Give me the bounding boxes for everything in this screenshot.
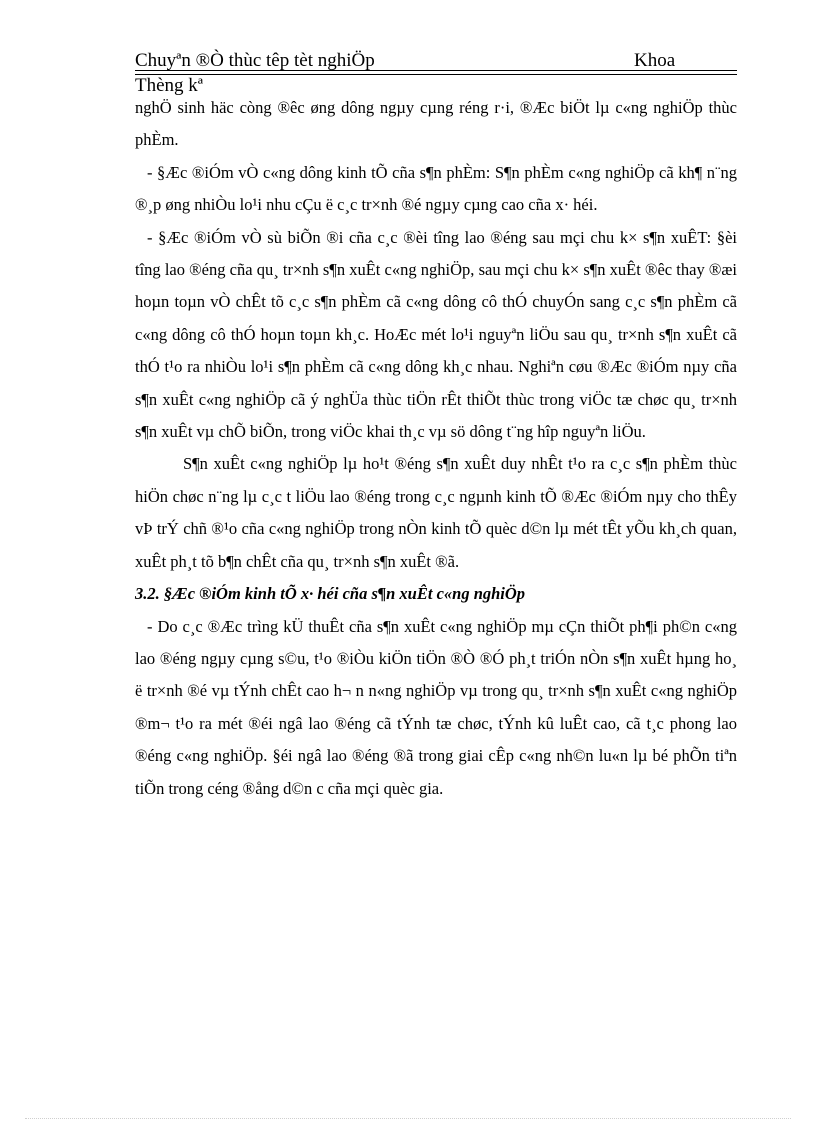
section-heading: 3.2. §Æc ®iÓm kinh tÕ x· héi cña s¶n xuÊt c«ng nghiÖp: [135, 584, 526, 604]
paragraph: - §Æc ®iÓm vÒ sù biÕn ®i cña c¸c ®èi tîng lao ®éng sau mçi chu k× s¶n xuÊT: §èi tîng lao ®éng cña qu¸ tr×nh s¶n xuÊt c«ng nghiÖp, sau mçi chu k× s¶n xuÊt ®êc thay ®æi hoµn toµn vÒ chÊt tõ c¸c s¶n phÈm cã c«ng dông cô thÓ chuyÓn sang c¸c s¶n phÈm cã c«ng dông cô thÓ hoµn toµn kh¸c. HoÆc mét lo¹i nguyªn liÖu sau qu¸ tr×nh s¶n xuÊt cã thÓ t¹o ra nhiÒu lo¹i s¶n phÈm cã c«ng dông kh¸c nhau. Nghiªn cøu ®Æc ®iÓm nµy cña s¶n xuÊt c«ng nghiÖp cã ý nghÜa thùc tiÖn rÊt thiÕt thùc trong viÖc tæ chøc qu¸ tr×nh s¶n xuÊt vµ chÕ biÕn, trong viÖc khai th¸c vµ sö dông t¨ng hîp nguyªn liÖu.: [135, 227, 737, 442]
header-department-continued: Thèng kª: [135, 75, 204, 96]
page-header: [135, 50, 737, 72]
paragraph: nghÖ sinh häc còng ®êc øng dông ngµy cµng réng r·i, ®Æc biÖt lµ c«ng nghiÖp thùc phÈm.: [135, 98, 737, 150]
paragraph: - §Æc ®iÓm vÒ c«ng dông kinh tÕ cña s¶n phÈm: S¶n phÈm c«ng nghiÖp cã kh¶ n¨ng ®¸p øng nhiÒu lo¹i nhu cÇu ë c¸c tr×nh ®é ngµy cµng cao cña x· héi.: [135, 162, 737, 215]
page-bottom-border: [25, 1118, 791, 1119]
body-text: [135, 92, 737, 805]
paragraph: - Do c¸c ®Æc trìng kÜ thuÊt cña s¶n xuÊt c«ng nghiÖp mµ cÇn thiÕt ph¶i ph©n c«ng lao ®éng ngµy cµng s©u, t¹o ®iÒu kiÖn tiÖn ®Ò ®Ó ph¸t triÓn nÒn s¶n xuÊt hµng ho¸ ë tr×nh ®é vµ tÝnh chÊt cao h¬ n n«ng nghiÖp vµ trong qu¸ tr×nh s¶n xuÊt c«ng nghiÖp ®m¬ t¹o ra mét ®éi ngâ lao ®éng cã tÝnh tæ chøc, tÝnh kû luÊt cao, cã t¸c phong lao ®éng c«ng nghiÖp. §éi ngâ lao ®éng ®ã trong giai cÊp c«ng nh©n lu«n lµ bé phÕn tiªn tiÕn trong céng ®ång d©n c cña mçi quèc gia.: [135, 616, 737, 798]
header-department: Khoa: [634, 50, 676, 71]
paragraph: S¶n xuÊt c«ng nghiÖp lµ ho¹t ®éng s¶n xuÊt duy nhÊt t¹o ra c¸c s¶n phÈm thùc hiÖn chøc n¨ng lµ c¸c t liÖu lao ®éng trong c¸c ngµnh kinh tÕ ®Æc ®iÓm nµy cho thÊy vÞ trÝ chñ ®¹o cña c«ng nghiÖp trong nÒn kinh tÕ quèc d©n lµ mét tÊt yÕu kh¸ch quan, xuÊt ph¸t tõ b¶n chÊt cña qu¸ tr×nh s¶n xuÊt ®ã.: [135, 454, 737, 571]
header-title: Chuyªn ®Ò thùc têp tèt nghiÖp: [135, 50, 375, 71]
header-rule-top: [135, 70, 737, 71]
header-rule-bottom: [135, 74, 737, 75]
